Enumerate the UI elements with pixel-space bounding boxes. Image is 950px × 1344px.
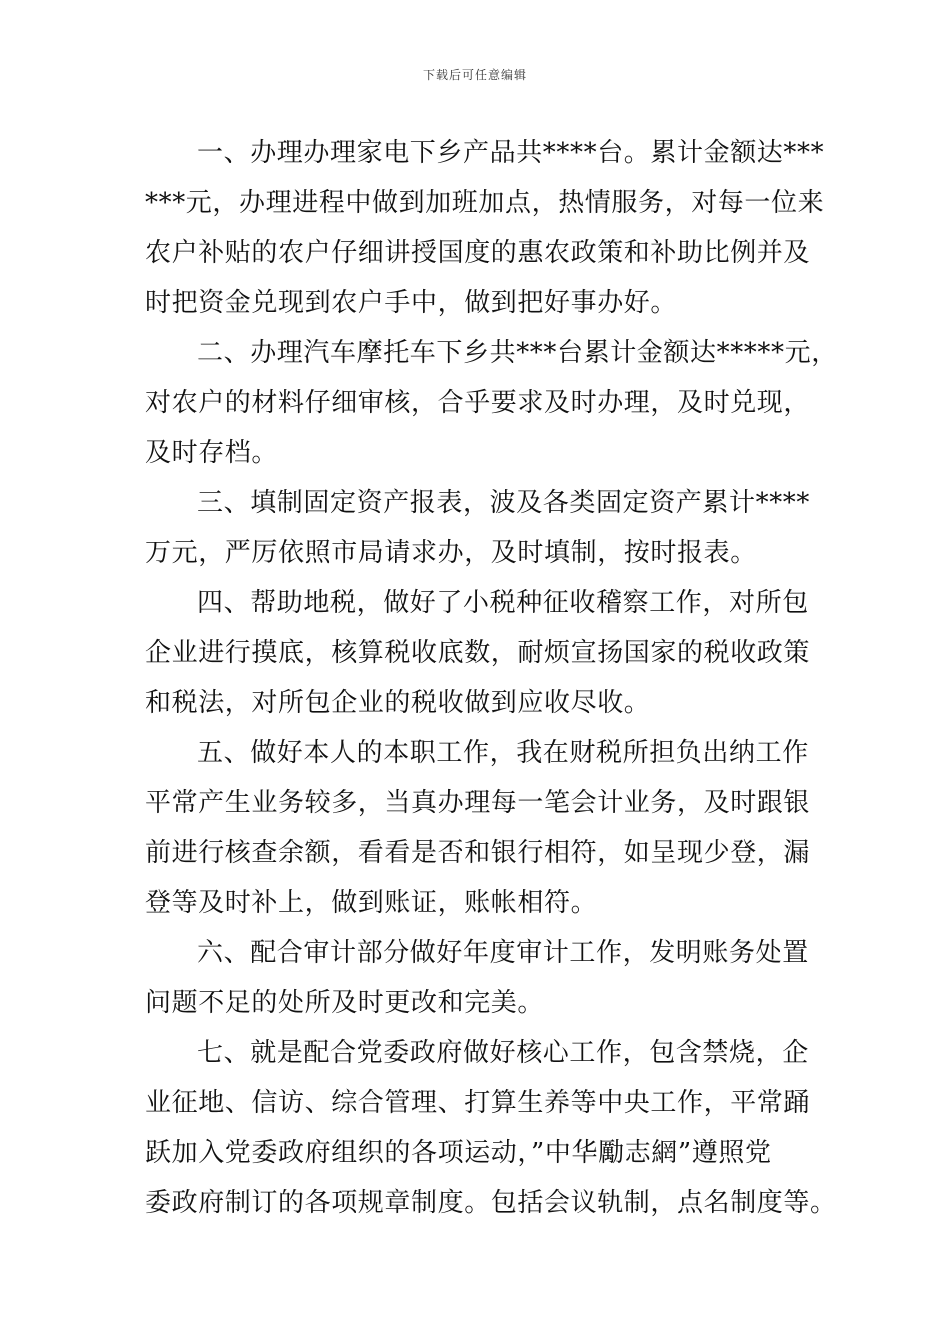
paragraph-2 [145,328,838,478]
paragraph-line: 平常产生业务较多，当真办理每一笔会计业务，及时跟银 [145,788,811,818]
paragraph-line: 三、填制固定资产报表，波及各类固定资产累计**** [197,488,811,518]
paragraph-line: 五、做好本人的本职工作，我在财税所担负出纳工作 [197,738,809,768]
paragraph-line: 七、就是配合党委政府做好核心工作，包含禁烧，企 [197,1038,809,1068]
paragraph-line: 前进行核查余额，看看是否和银行相符，如呈现少登，漏 [145,838,811,868]
paragraph-line: 对农户的材料仔细审核，合乎要求及时办理，及时兑现， [145,388,811,418]
paragraph-5 [145,728,815,928]
paragraph-line: 问题不足的处所及时更改和完美。 [145,988,545,1018]
paragraph-line: 万元，严厉依照市局请求办，及时填制，按时报表。 [145,538,757,568]
paragraph-line: 及时存档。 [145,438,279,468]
paragraph-line: 业征地、信访、综合管理、打算生养等中央工作，平常踊 [145,1088,811,1118]
paragraph-6 [145,928,815,1028]
paragraph-1 [145,128,825,328]
paragraph-line: 时把资金兑现到农户手中，做到把好事办好。 [145,288,678,318]
document-body [145,128,838,1228]
page-header: 下载后可任意编辑 [422,68,527,82]
paragraph-line: 委政府制订的各项规章制度。包括会议轨制，点名制度等。 [145,1188,837,1218]
paragraph-line: 四、帮助地税，做好了小税种征收稽察工作，对所包 [197,588,809,618]
paragraph-line: 六、配合审计部分做好年度审计工作，发明账务处置 [197,938,809,968]
paragraph-line: 跃加入党委政府组织的各项运动，”中华勵志網”遵照党 [145,1138,772,1168]
paragraph-line: 一、办理办理家电下乡产品共****台。累计金额达*** [197,138,825,168]
paragraph-line: 和税法，对所包企业的税收做到应收尽收。 [145,688,651,718]
paragraph-line: ***元，办理进程中做到加班加点，热情服务，对每一位来 [145,188,825,218]
paragraph-line: 二、办理汽车摩托车下乡共***台累计金额达*****元， [197,338,838,368]
paragraph-line: 企业进行摸底，核算税收底数，耐烦宣扬国家的税收政策 [145,638,811,668]
paragraph-4 [145,578,815,728]
paragraph-7 [145,1028,837,1228]
paragraph-3 [145,478,815,578]
paragraph-line: 农户补贴的农户仔细讲授国度的惠农政策和补助比例并及 [145,238,811,268]
paragraph-line: 登等及时补上，做到账证，账帐相符。 [145,888,598,918]
